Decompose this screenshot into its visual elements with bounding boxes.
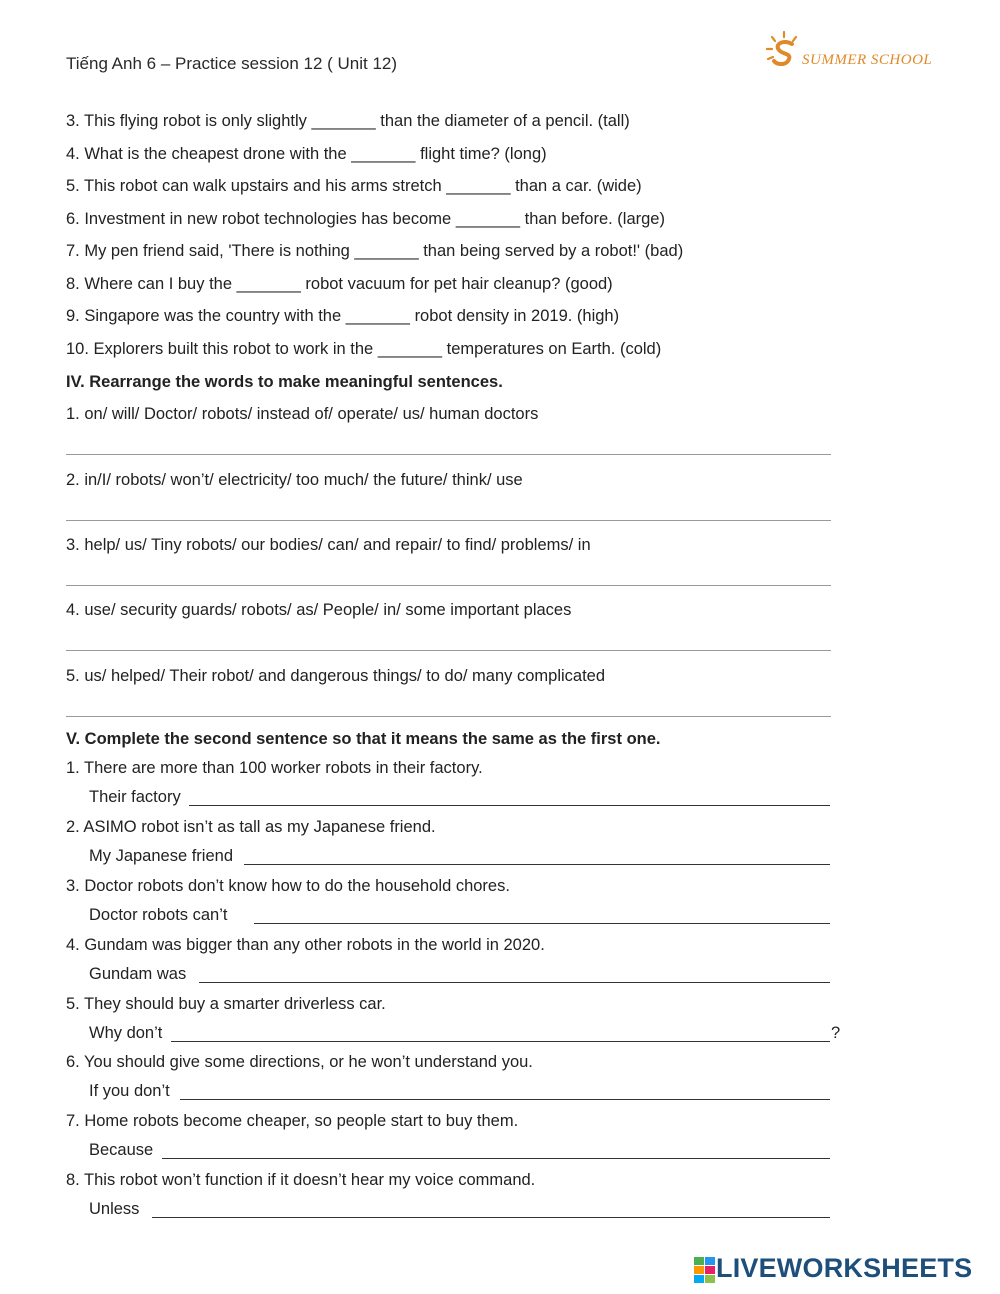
answer-blank[interactable] xyxy=(162,1158,830,1159)
liveworksheets-blocks-icon xyxy=(694,1257,716,1283)
answer-blank[interactable] xyxy=(180,1099,830,1100)
section-heading: V. Complete the second sentence so that it means the same as the first one. xyxy=(66,730,661,748)
summer-school-logo xyxy=(764,30,944,74)
answer-blank[interactable] xyxy=(152,1217,830,1218)
answer-prompt: Because xyxy=(89,1141,154,1159)
answer-blank[interactable] xyxy=(199,982,830,983)
exercise-item: 6. Investment in new robot technologies has become _______ than before. (large) xyxy=(66,210,665,228)
liveworksheets-text: LIVEWORKSHEETS xyxy=(716,1253,973,1283)
answer-prompt: If you don’t xyxy=(89,1082,170,1100)
answer-prompt: Their factory xyxy=(89,788,181,806)
exercise-item: 5. This robot can walk upstairs and his arms stretch _______ than a car. (wide) xyxy=(66,177,642,195)
transform-question: 3. Doctor robots don’t know how to do the household chores. xyxy=(66,877,510,895)
rearrange-item: 1. on/ will/ Doctor/ robots/ instead of/ operate/ us/ human doctors xyxy=(66,405,539,423)
transform-question: 2. ASIMO robot isn’t as tall as my Japanese friend. xyxy=(66,818,436,836)
transform-question: 4. Gundam was bigger than any other robots in the world in 2020. xyxy=(66,936,545,954)
answer-line[interactable] xyxy=(66,650,831,651)
answer-blank[interactable] xyxy=(189,805,830,806)
page-title: Tiếng Anh 6 – Practice session 12 ( Unit 12) xyxy=(66,54,398,73)
answer-line[interactable] xyxy=(66,585,831,586)
transform-question: 1. There are more than 100 worker robots in their factory. xyxy=(66,759,483,777)
exercise-item: 8. Where can I buy the _______ robot vacuum for pet hair cleanup? (good) xyxy=(66,275,613,293)
answer-prompt: Gundam was xyxy=(89,965,187,983)
exercise-item: 4. What is the cheapest drone with the _______ flight time? (long) xyxy=(66,145,547,163)
question-mark: ? xyxy=(831,1024,841,1042)
exercise-item: 7. My pen friend said, 'There is nothing _______ than being served by a robot!' (bad) xyxy=(66,242,684,260)
rearrange-item: 2. in/I/ robots/ won’t/ electricity/ too much/ the future/ think/ use xyxy=(66,471,523,489)
answer-prompt: Why don’t xyxy=(89,1024,163,1042)
transform-question: 7. Home robots become cheaper, so people start to buy them. xyxy=(66,1112,519,1130)
transform-question: 8. This robot won’t function if it doesn’t hear my voice command. xyxy=(66,1171,536,1189)
answer-line[interactable] xyxy=(66,454,831,455)
exercise-item: 9. Singapore was the country with the _______ robot density in 2019. (high) xyxy=(66,307,620,325)
rearrange-item: 4. use/ security guards/ robots/ as/ People/ in/ some important places xyxy=(66,601,572,619)
answer-blank[interactable] xyxy=(171,1041,830,1042)
transform-question: 5. They should buy a smarter driverless car. xyxy=(66,995,386,1013)
answer-blank[interactable] xyxy=(254,923,830,924)
answer-prompt: Unless xyxy=(89,1200,140,1218)
sun-icon xyxy=(764,30,804,70)
liveworksheets-logo[interactable] xyxy=(694,1253,994,1285)
answer-prompt: My Japanese friend xyxy=(89,847,233,865)
exercise-item: 10. Explorers built this robot to work in the _______ temperatures on Earth. (cold) xyxy=(66,340,662,358)
logo-text: SUMMER SCHOOL xyxy=(802,52,933,68)
rearrange-item: 5. us/ helped/ Their robot/ and dangerous things/ to do/ many complicated xyxy=(66,667,606,685)
rearrange-item: 3. help/ us/ Tiny robots/ our bodies/ can/ and repair/ to find/ problems/ in xyxy=(66,536,591,554)
answer-prompt: Doctor robots can’t xyxy=(89,906,228,924)
exercise-item: 3. This flying robot is only slightly _______ than the diameter of a pencil. (tall) xyxy=(66,112,630,130)
answer-blank[interactable] xyxy=(244,864,830,865)
section-heading: IV. Rearrange the words to make meaningful sentences. xyxy=(66,373,503,391)
transform-question: 6. You should give some directions, or he won’t understand you. xyxy=(66,1053,533,1071)
answer-line[interactable] xyxy=(66,716,831,717)
answer-line[interactable] xyxy=(66,520,831,521)
